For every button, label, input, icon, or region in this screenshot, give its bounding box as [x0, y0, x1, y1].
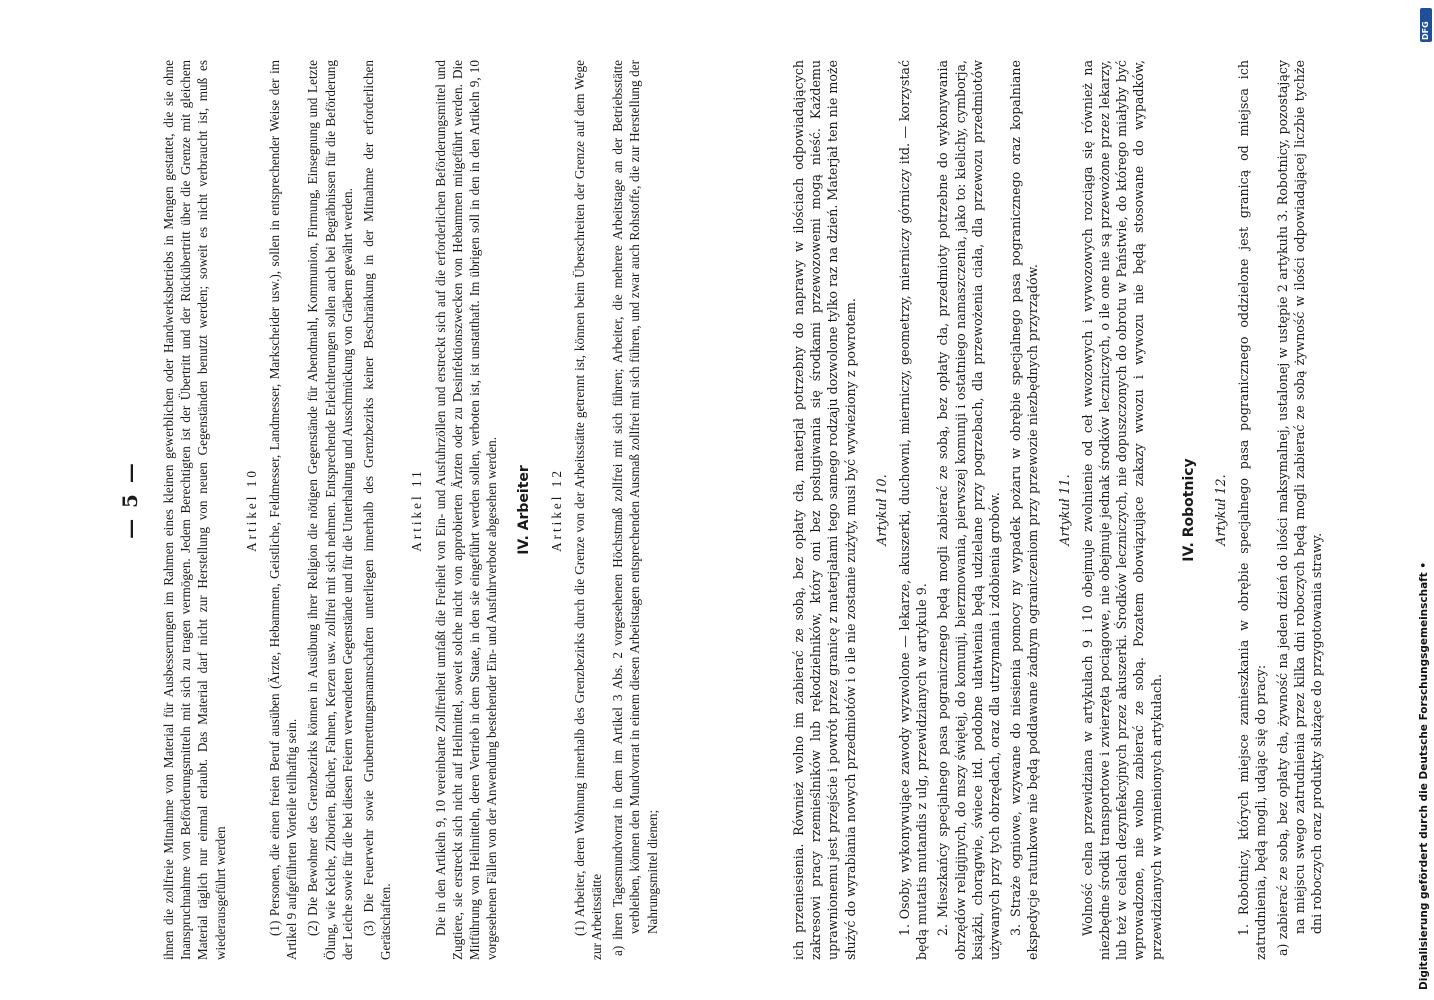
- pl-section-iv-heading: IV. Robotnicy: [1180, 458, 1197, 562]
- rotated-page: [90, 0, 1430, 1000]
- pl-list-item-a: a) zabierać ze sobą, bez opłaty cła, żywność na jeden dzień do ilości maksymalnej, ustalonej w ustępie 2 artykułu 3. Robotnicy, pozostający na miejscu swego zatrudnienia przez kilka dni roboczych będą mogli zabierać ze sobą żywność w ilości odpowiadającej liczbie tychże dni roboczych oraz produkty służące do przygotowania strawy.: [1274, 60, 1325, 956]
- pl-paragraph-art10-2: 2. Mieszkańcy specjalnego pasa pogranicznego będą mogli zabierać ze sobą, bez opłaty cła, przedmioty potrzebne do wykonywania obrzędów religijnych, do mszy świętej, do komunji, bierzmowania, pierwszej komunji i ostatniego namaszczenia, jako to: kielichy, cymborja, książki, chorągwie, świece itd. podobne ułatwienia będą udzielane przy pogrzebach, dla przewożenia ciała, dla przewozu przedmiotów używanych przy tych obrzędach, oraz dla utrzymania i zdobienia grobów.: [935, 60, 1003, 960]
- page-number-header: — 5 —: [118, 461, 142, 539]
- pl-paragraph-art10-1: 1. Osoby, wykonywujące zawody wyzwolone — lekarze, akuszerki, duchowni, mierniczy, geometrzy, mierniczy górniczy itd. — korzystać będą mutatis mutandis z ulg, przewidzianych w artykule 9.: [897, 60, 930, 960]
- pl-article-11-heading: Artykuł 11.: [1056, 474, 1072, 546]
- dfg-logo-text: DFG: [1421, 21, 1430, 40]
- pl-paragraph-art11: Wolność celna przewidziana w artykułach 9 i 10 obejmuje zwolnienie od ceł wwozowych i wywozowych rozciąga się również na niezbędne środki transportowe i zwierzęta pociągowe, nie obejmuje jednak środków leczniczych, o ile one nie są przewożone przez lekarzy, lub też w celach dezynfekcyjnych przez akuszerki. Środków leczniczych, nie dopuszczonych do obrotu w Państwie, do którego miałyby być wprowadzone, nie wolno zabierać ze sobą. Pozatem obowiązujące zakazy wwozu i wywozu nie będą stosowane do wypadków, przewidzianych w wymienionych artykułach.: [1079, 60, 1164, 960]
- de-paragraph-1: ihnen die zollfreie Mitnahme von Material für Ausbesserungen im Rahmen eines kleinen gewerblichen oder Handwerksbetriebs in Mengen gestattet, die sie ohne Inanspruchnahme von Beförderungsmitteln mit sich zu tragen vermögen. Jedem Berechtigten ist der Übertritt und der Rückübertritt über die Grenze mit gleichem Material täglich nur einmal erlaubt. Das Material darf nicht zur Herstellung von neuen Gegenständen benutzt werden; soweit es nicht verbraucht ist, muß es wiederausgeführt werden: [161, 60, 228, 960]
- de-section-iv-heading: IV. Arbeiter: [516, 465, 533, 555]
- de-article-10-heading: Artikel 10: [243, 468, 259, 552]
- de-paragraph-art12-1: (1) Arbeiter, deren Wohnung innerhalb des Grenzbezirks durch die Grenze von der Arbeitsstätte getrennt ist, können beim Überschreiten der Grenze auf dem Wege zur Arbeitsstätte: [571, 60, 605, 960]
- de-paragraph-art10-2: (2) Die Bewohner des Grenzbezirks können in Ausübung ihrer Religion die nötigen Gegenstände für Abendmahl, Kommunion, Firmung, Einsegnung und Letzte Ölung, wie Kelche, Ziborien, Bücher, Fahnen, Kerzen usw. zollfrei mit sich nehmen. Entsprechende Erleichterungen sollen auch bei Begräbnissen für die Beförderung der Leiche sowie für die bei diesen Feiern verwendeten Gegenstände und für die Unterhaltung und Ausschmückung von Gräbern gewährt werden.: [305, 60, 355, 960]
- pl-article-12-heading: Artykuł 12.: [1213, 474, 1229, 546]
- de-paragraph-art11: Die in den Artikeln 9, 10 vereinbarte Zollfreiheit umfaßt die Freiheit von Ein- und Ausfuhrzöllen und erstreckt sich auf die erforderlichen Beförderungsmittel und Zugtiere, sie erstreckt sich nicht auf Heilmittel, soweit solche nicht von approbierten Ärzten oder zu Desinfektionszwecken von Hebammen mitgeführt werden. Die Mitführung von Heilmitteln, deren Vertrieb in dem Staate, in den sie eingeführt werden sollen, verboten ist, ist unstatthaft. Im übrigen soll in den in den Artikeln 9, 10 vorgesehenen Fällen von der Anwendung bestehender Ein- und Ausfuhrverbote abgesehen werden.: [432, 60, 500, 960]
- pl-paragraph-art10-3: 3. Straże ogniowe, wzywane do niesienia pomocy ny wypadek pożaru w obrębie specjalnego pasa pogranicznego oraz kopalniane ekspedycje ratunkowe nie będą poddawane żadnym ograniczeniom przy przewozie niezbędnych przyrządów.: [1008, 60, 1041, 960]
- de-list-item-a: a) ihren Tagesmundvorrat in dem im Artikel 3 Abs. 2 vorgesehenen Höchstmaß zollfrei mit sich führen; Arbeiter, die mehrere Arbeitstage an der Betriebsstätte verbleiben, können den Mundvorrat in einem diesen Arbeitstagen entsprechenden Ausmaß zollfrei mit sich führen, und zwar auch Rohstoffe, die zur Herstellung der Nahrungsmittel dienen;: [610, 60, 660, 956]
- digitization-credit: Digitalisierung gefördert durch die Deutsche Forschungsgemeinschaft •: [1418, 561, 1430, 990]
- pl-article-10-heading: Artykuł 10.: [873, 474, 889, 546]
- de-paragraph-art10-1: (1) Personen, die einen freien Beruf ausüben (Ärzte, Hebammen, Geistliche, Feldmesser, Landmesser, Markscheider usw.), sollen in entsprechender Weise der im Artikel 9 aufgeführten Vorteile teilhaftig sein.: [267, 60, 300, 960]
- pl-paragraph-1: ich przeniesienia. Również wolno im zabierać ze sobą, bez opłaty cła, materjał potrzebny do naprawy w ilościach odpowiadających zakresowi pracy rzemieślników lub rękodzielników, który oni bez posługiwania się środkami przewozowemi mogą nieść. Każdemu uprawnionemu jest przejście i powrót przez granicę z materjałami tego samego rodzaju dozwolone tylko raz na dzień. Materjał ten nie może służyć do wyrabiania nowych przedmiotów i o ile nie zostanie zużyty, musi być wywieziony z powrotem.: [791, 60, 858, 960]
- de-paragraph-art10-3: (3) Die Feuerwehr sowie Grubenrettungsmannschaften unterliegen innerhalb des Grenzbezirks keiner Beschränkung in der Mitnahme der erforderlichen Gerätschaften.: [361, 60, 394, 960]
- pl-paragraph-art12-1: 1. Robotnicy, których miejsce zamieszkania w obrębie specjalnego pasa pogranicznego oddzielone jest granicą od miejsca ich zatrudnienia, będą mogli, udając się do pracy:: [1236, 60, 1269, 960]
- de-article-12-heading: Artikel 12: [548, 468, 564, 552]
- polish-column: [790, 60, 1434, 960]
- de-article-11-heading: Artikel 11: [409, 468, 425, 552]
